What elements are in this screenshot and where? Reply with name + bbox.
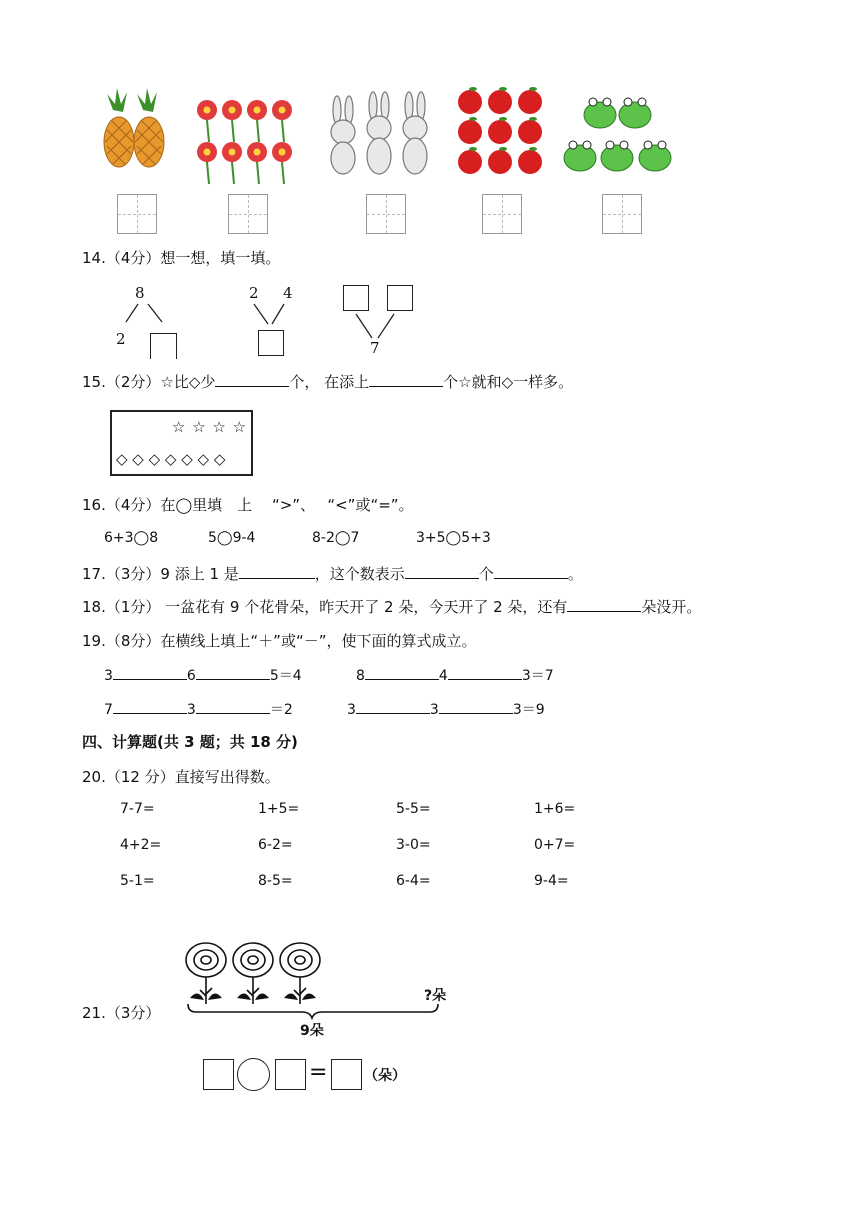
- calc-item: 5-5=: [396, 801, 431, 817]
- star-diamond-frame: [110, 410, 253, 476]
- flower-icon: [197, 100, 292, 184]
- answer-box[interactable]: [203, 1059, 234, 1090]
- answer-box[interactable]: [275, 1059, 306, 1090]
- answer-box[interactable]: [602, 194, 642, 234]
- counting-pictures: [95, 80, 695, 190]
- calc-item: 7-7=: [120, 801, 155, 817]
- question-19: 19.（8分）在横线上填上“＋”或“－”，使下面的算式成立。: [82, 632, 477, 650]
- answer-box[interactable]: [366, 194, 406, 234]
- answer-box[interactable]: [343, 285, 369, 311]
- calc-item: 3-0=: [396, 837, 431, 853]
- blank-line[interactable]: [239, 564, 315, 579]
- equation-row: 3 3 3＝9: [347, 699, 545, 719]
- decompose-lines: [120, 300, 180, 330]
- compare-item: 3+5◯5+3: [416, 530, 491, 546]
- decompose-mid-right: 4: [283, 284, 293, 302]
- compare-item: 5◯9-4: [208, 530, 256, 546]
- equation-row: 8 4 3＝7: [356, 665, 554, 685]
- decompose-lines: [250, 302, 290, 328]
- calc-item: 1+5=: [258, 801, 300, 817]
- calc-item: 8-5=: [258, 873, 293, 889]
- answer-box[interactable]: [387, 285, 413, 311]
- calc-item: 9-4=: [534, 873, 569, 889]
- calc-item: 6-2=: [258, 837, 293, 853]
- calc-item: 5-1=: [120, 873, 155, 889]
- blank-line[interactable]: [196, 699, 270, 714]
- blank-line[interactable]: [113, 665, 187, 680]
- answer-box[interactable]: [482, 194, 522, 234]
- blank-line[interactable]: [356, 699, 430, 714]
- unit-label: （朵）: [364, 1068, 406, 1084]
- stars-row: ☆ ☆ ☆ ☆: [171, 418, 247, 436]
- blank-line[interactable]: [113, 699, 187, 714]
- blank-line[interactable]: [365, 665, 439, 680]
- blank-line[interactable]: [369, 372, 443, 387]
- total-brace: [184, 1000, 444, 1020]
- rabbit-icon: [331, 92, 427, 174]
- answer-box[interactable]: [117, 194, 157, 234]
- pineapple-icon: [104, 88, 164, 167]
- calc-item: 1+6=: [534, 801, 576, 817]
- answer-box[interactable]: [331, 1059, 362, 1090]
- blank-line[interactable]: [448, 665, 522, 680]
- blank-line[interactable]: [567, 597, 641, 612]
- question-18: 18.（1分） 一盆花有 9 个花骨朵，昨天开了 2 朵，今天开了 2 朵，还有 朵没开。: [82, 598, 702, 616]
- question-16: 16.（4分）在◯里填 上 “>”、 “<”或“=”。: [82, 496, 414, 514]
- apple-icon: [458, 90, 542, 174]
- diamonds-row: ◇ ◇ ◇ ◇ ◇ ◇ ◇: [116, 450, 226, 468]
- question-17: 17.（3分）9 添上 1 是 ，这个数表示 个 。: [82, 565, 583, 583]
- blank-line[interactable]: [494, 564, 568, 579]
- question-14: 14.（4分）想一想，填一填。: [82, 249, 281, 267]
- question-20: 20.（12 分）直接写出得数。: [82, 768, 280, 786]
- decompose-left-number: 2: [116, 330, 126, 348]
- question-21: 21.（3分）: [82, 1004, 161, 1022]
- answer-box[interactable]: [150, 333, 177, 359]
- blank-line[interactable]: [439, 699, 513, 714]
- equation-row: 3 6 5＝4: [104, 665, 302, 685]
- operator-circle[interactable]: [237, 1058, 270, 1091]
- calc-item: 6-4=: [396, 873, 431, 889]
- question-15: 15.（2分）☆比◇少 个， 在添上 个☆就和◇一样多。: [82, 373, 574, 391]
- compare-item: 6+3◯8: [104, 530, 159, 546]
- blank-line[interactable]: [405, 564, 479, 579]
- calc-item: 0+7=: [534, 837, 576, 853]
- frog-icon: [564, 102, 671, 171]
- answer-box[interactable]: [258, 330, 284, 356]
- compare-item: 8-2◯7: [312, 530, 360, 546]
- blank-line[interactable]: [196, 665, 270, 680]
- equals-sign: =: [309, 1060, 328, 1085]
- section-heading: 四、计算题(共 3 题；共 18 分): [82, 733, 298, 751]
- decompose-mid-left: 2: [249, 284, 259, 302]
- total-label: 9朵: [300, 1023, 324, 1039]
- decompose-lines: [350, 312, 400, 342]
- decompose-top-number: 8: [135, 284, 145, 302]
- answer-box[interactable]: [228, 194, 268, 234]
- calc-item: 4+2=: [120, 837, 162, 853]
- blank-line[interactable]: [215, 372, 289, 387]
- unknown-count-label: ?朵: [424, 988, 447, 1004]
- equation-row: 7 3 ＝2: [104, 699, 293, 719]
- decompose-bottom-number: 7: [370, 339, 380, 357]
